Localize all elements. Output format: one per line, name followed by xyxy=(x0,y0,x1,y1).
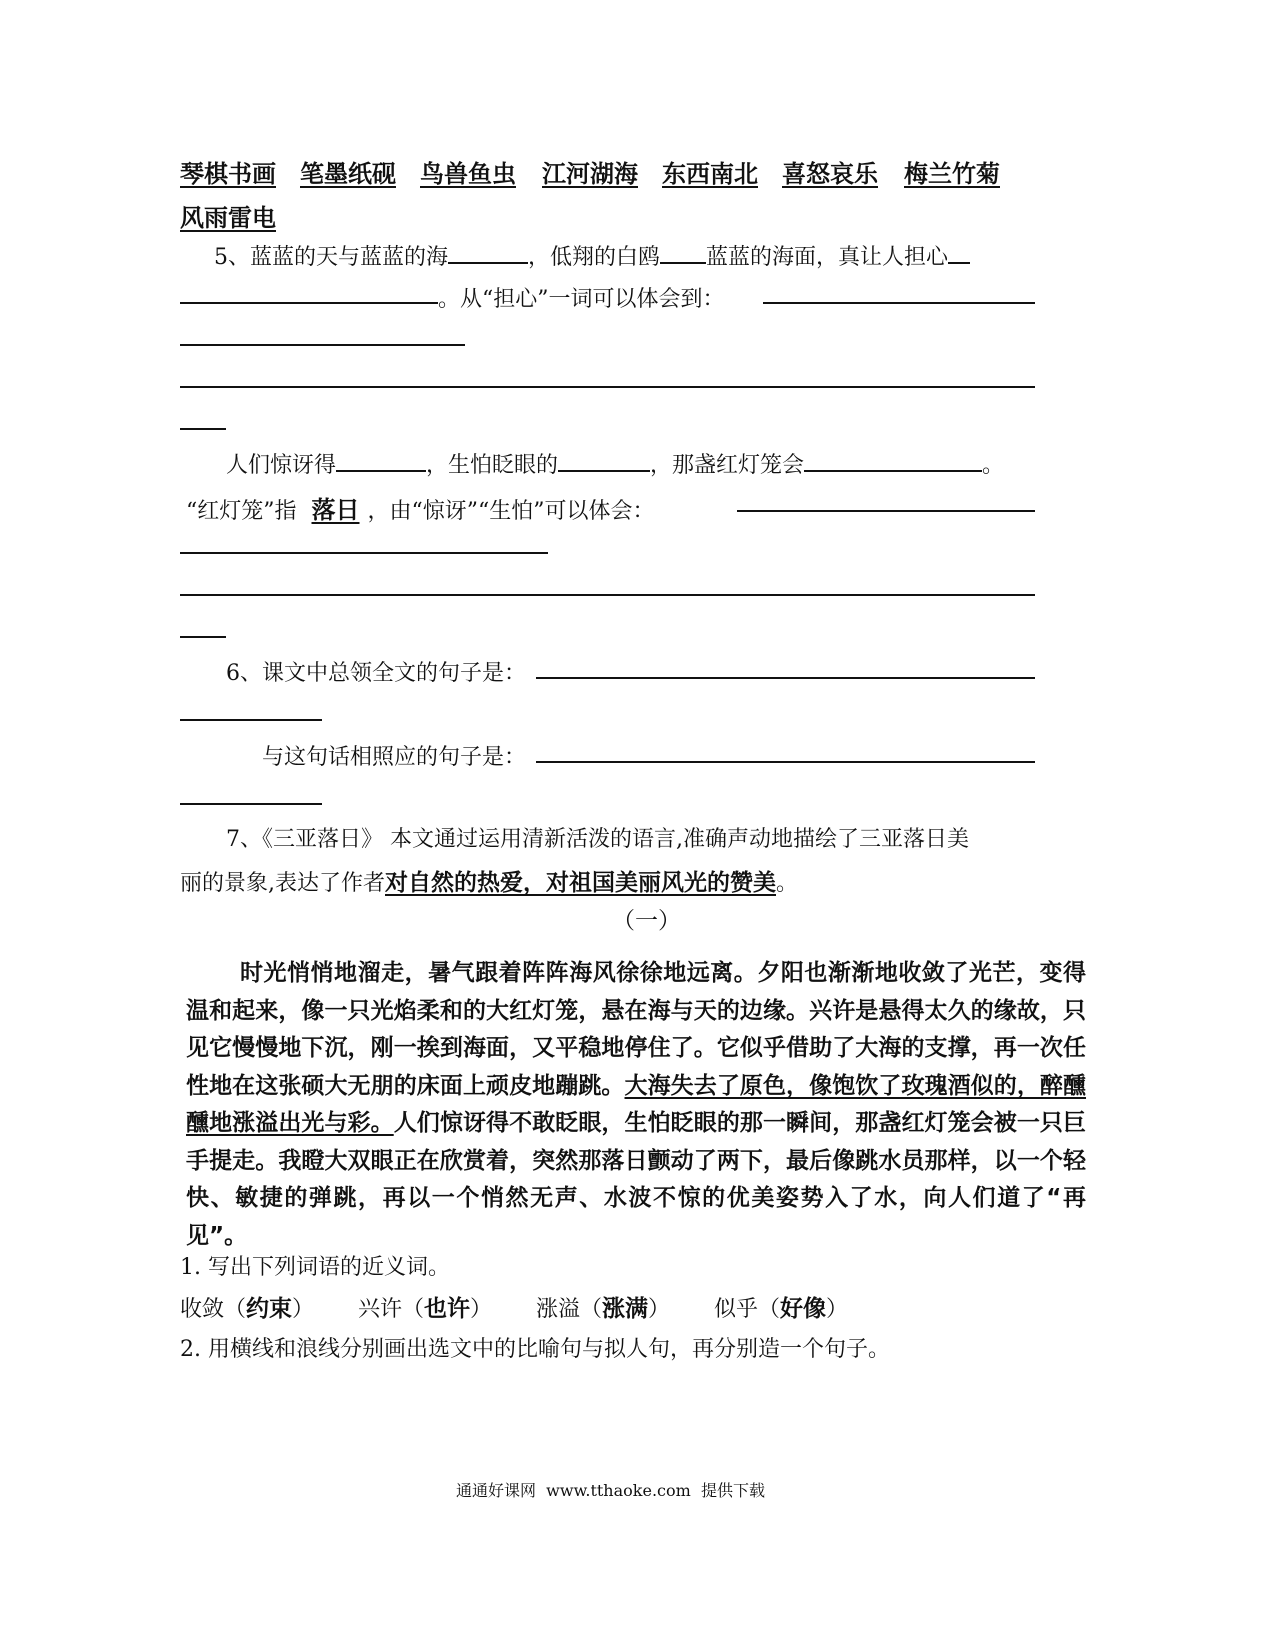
reading-passage xyxy=(186,955,1086,1255)
q5-answer-line-f[interactable] xyxy=(737,510,1035,512)
q5-l3-answer: 落日 xyxy=(311,496,360,524)
q5-line1 xyxy=(214,240,970,271)
exercise1-prompt: 1. 写出下列词语的近义词。 xyxy=(180,1255,450,1280)
q5-answer-line-e[interactable] xyxy=(180,428,226,430)
q5-blank-5[interactable] xyxy=(558,469,650,472)
synonym-item-3: 涨溢（涨满） xyxy=(536,1296,671,1322)
q5-blank-2[interactable] xyxy=(660,261,706,264)
q5-l2-d: 。 xyxy=(982,453,1005,478)
q5-s2: ，低翔的白鸥 xyxy=(528,245,661,270)
q5-line-surprise xyxy=(226,448,1004,479)
q5-l2-c: ，那盏红灯笼会 xyxy=(650,453,805,478)
synonym-item-1: 收敛（约束） xyxy=(180,1296,315,1322)
q7-line1: 7、《三亚落日》 本文通过运用清新活泼的语言,准确声动地描绘了三亚落日美 xyxy=(226,827,969,852)
passage-underlined-sentence: 大海失去了原色，像饱饮了玫瑰酒似的，醉醺醺地涨溢出光与彩。 xyxy=(186,1072,1087,1136)
word-group-5: 东西南北 xyxy=(662,160,758,188)
synonym-word-4: 似乎 xyxy=(714,1297,759,1322)
q5-answer-line-g[interactable] xyxy=(180,552,548,554)
section-title: （一） xyxy=(612,908,681,934)
synonym-item-2: 兴许（也许） xyxy=(358,1296,493,1322)
q5-answer-line-d[interactable] xyxy=(180,386,1035,388)
q5-l2-b: ，生怕眨眼的 xyxy=(426,453,559,478)
word-group-6: 喜怒哀乐 xyxy=(782,160,878,188)
page-footer: 通通好课网 www.tthaoke.com 提供下载 xyxy=(456,1481,765,1500)
q5-line-lantern xyxy=(186,490,655,525)
word-group-2: 笔墨纸砚 xyxy=(300,160,396,188)
word-group-1: 琴棋书画 xyxy=(180,160,276,188)
q7-line2-a: 丽的景象,表达了作者 xyxy=(180,871,385,896)
q6-line2: 与这句话相照应的句子是： xyxy=(262,745,527,770)
q6-answer-line-a[interactable] xyxy=(536,677,1035,679)
q5-answer-line-i[interactable] xyxy=(180,636,226,638)
synonym-answer-2: 也许 xyxy=(424,1296,471,1322)
passage-part-1: 时光悄悄地溜走，暑气跟着阵阵海风徐徐地远离。夕阳也渐渐地收敛了光芒，变得温和起来，像一只光焰柔和的大红灯笼，悬在海与天的边缘。兴许是悬得太久的缘故，只见它慢慢地下沉，刚一挨到海面，又平稳地停住了。它似乎借助了大海的支撑，再一次任性地在这张硕大无朋的床面上顽皮地蹦跳。 xyxy=(186,960,1086,1099)
q5-s1: 5、蓝蓝的天与蓝蓝的海 xyxy=(214,245,448,270)
q5-answer-line-a[interactable] xyxy=(180,302,438,304)
exercise2-prompt: 2. 用横线和浪线分别画出选文中的比喻句与拟人句，再分别造一个句子。 xyxy=(180,1337,890,1362)
synonym-item-4: 似乎（好像） xyxy=(714,1296,849,1322)
synonym-answer-3: 涨满 xyxy=(602,1296,649,1322)
q5-l2-a: 人们惊讶得 xyxy=(226,453,337,478)
word-group-4: 江河湖海 xyxy=(542,160,638,188)
synonym-word-1: 收敛 xyxy=(180,1297,225,1322)
synonym-word-3: 涨溢 xyxy=(536,1297,581,1322)
synonym-answer-4: 好像 xyxy=(780,1296,827,1322)
q7-answer: 对自然的热爱，对祖国美丽风光的赞美 xyxy=(385,870,776,896)
q5-l3-a: “红灯笼”指 xyxy=(186,499,297,524)
q5-blank-3[interactable] xyxy=(948,261,970,264)
word-group-7: 梅兰竹菊 xyxy=(904,160,1000,188)
q5-blank-1[interactable] xyxy=(448,261,528,264)
q5-blank-4[interactable] xyxy=(336,469,426,472)
q5-l3-b: ，由“惊讶”“生怕”可以体会： xyxy=(367,499,655,524)
synonym-answer-1: 约束 xyxy=(246,1296,293,1322)
passage-part-2: 人们惊讶得不敢眨眼，生怕眨眼的那一瞬间，那盏红灯笼会被一只巨手提走。我瞪大双眼正在欣赏着，突然那落日颤动了两下，最后像跳水员那样，以一个轻快、敏捷的弹跳，再以一个悄然无声、水波不惊的优美姿势入了水，向人们道了“再见”。 xyxy=(186,1110,1087,1249)
q6-answer-line-c[interactable] xyxy=(536,761,1035,763)
word-group-8: 风雨雷电 xyxy=(180,204,276,232)
q7-line2 xyxy=(180,864,798,897)
synonym-word-2: 兴许 xyxy=(358,1297,403,1322)
q5-answer-line-b[interactable] xyxy=(763,302,1035,304)
q5-answer-line-h[interactable] xyxy=(180,594,1035,596)
q6-answer-line-d[interactable] xyxy=(180,803,322,805)
q5-blank-6[interactable] xyxy=(804,469,982,472)
q5-s3: 蓝蓝的海面，真让人担心 xyxy=(706,245,949,270)
q7-line2-b: 。 xyxy=(776,871,799,896)
q6-answer-line-b[interactable] xyxy=(180,719,322,721)
word-group-3: 鸟兽鱼虫 xyxy=(420,160,516,188)
q5-answer-line-c[interactable] xyxy=(180,344,465,346)
q5-s4: 。从“担心”一词可以体会到： xyxy=(438,287,725,312)
q6-line1: 6、课文中总领全文的句子是： xyxy=(226,661,526,686)
